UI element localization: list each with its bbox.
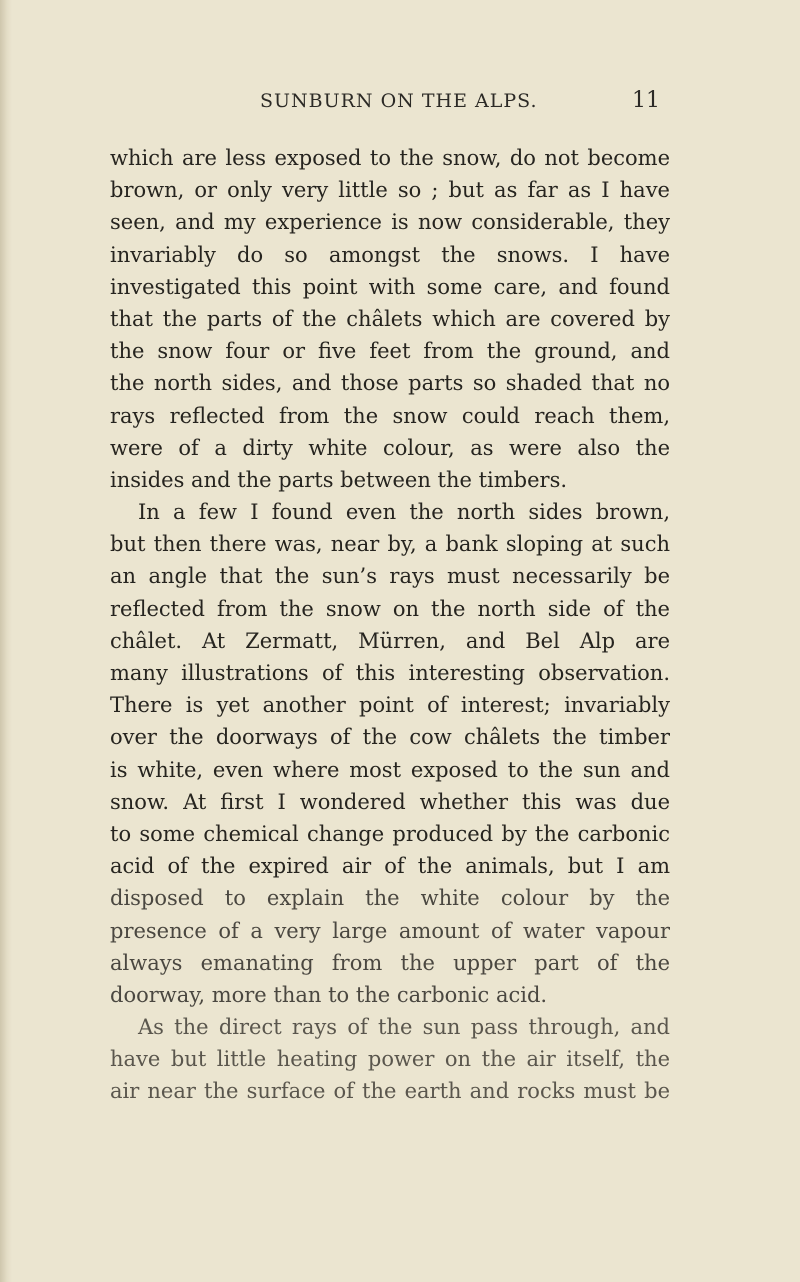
text-line: acid of the expired air of the animals, but I am bbox=[110, 854, 670, 879]
page-gutter-shadow bbox=[0, 0, 12, 1282]
text-line: doorway, more than to the carbonic acid. bbox=[110, 982, 548, 1007]
text-line: but then there was, near by, a bank sloping at such bbox=[110, 532, 670, 557]
text-line: insides and the parts between the timbers. bbox=[110, 467, 568, 492]
text-line: always emanating from the upper part of the bbox=[110, 950, 670, 975]
text-line: to some chemical change produced by the carbonic bbox=[110, 821, 670, 846]
text-line: have but little heating power on the air itself, the bbox=[110, 1047, 670, 1072]
text-line: presence of a very large amount of water vapour bbox=[110, 918, 670, 943]
text-line: invariably do so amongst the snows. I have bbox=[110, 242, 670, 267]
text-line: which are less exposed to the snow, do not become bbox=[110, 146, 670, 170]
text-line: an angle that the sun’s rays must necessarily be bbox=[110, 564, 670, 589]
text-line: seen, and my experience is now considerable, they bbox=[110, 210, 670, 235]
text-line: reflected from the snow on the north side of the bbox=[110, 596, 670, 621]
page-number: 11 bbox=[632, 88, 660, 113]
body-text bbox=[110, 142, 670, 1108]
text-line: were of a dirty white colour, as were also the bbox=[110, 435, 670, 460]
paragraph-first-line: In a few I found even the north sides brown, bbox=[138, 500, 670, 525]
text-line: There is yet another point of interest; invariably bbox=[110, 693, 670, 718]
text-line: disposed to explain the white colour by the bbox=[110, 886, 670, 911]
text-line: over the doorways of the cow châlets the timber bbox=[110, 725, 670, 750]
text-line: rays reflected from the snow could reach them, bbox=[110, 403, 670, 428]
text-line: is white, even where most exposed to the sun and bbox=[110, 757, 670, 782]
text-line: châlet. At Zermatt, Mürren, and Bel Alp are bbox=[110, 628, 670, 653]
text-line: the north sides, and those parts so shaded that no bbox=[110, 371, 670, 396]
text-line: the snow four or five feet from the ground, and bbox=[110, 339, 670, 364]
text-line: brown, or only very little so ; but as far as I have bbox=[110, 178, 670, 203]
text-line: many illustrations of this interesting observation. bbox=[110, 661, 670, 685]
running-title: SUNBURN ON THE ALPS. bbox=[260, 90, 538, 112]
page-header bbox=[260, 90, 660, 120]
text-line: that the parts of the châlets which are covered by bbox=[110, 306, 670, 331]
text-line: investigated this point with some care, and found bbox=[110, 274, 670, 299]
paragraph-first-line: As the direct rays of the sun pass through, and bbox=[138, 1015, 670, 1040]
text-line: air near the surface of the earth and rocks must be bbox=[110, 1079, 670, 1104]
text-line: snow. At first I wondered whether this was due bbox=[110, 789, 670, 814]
